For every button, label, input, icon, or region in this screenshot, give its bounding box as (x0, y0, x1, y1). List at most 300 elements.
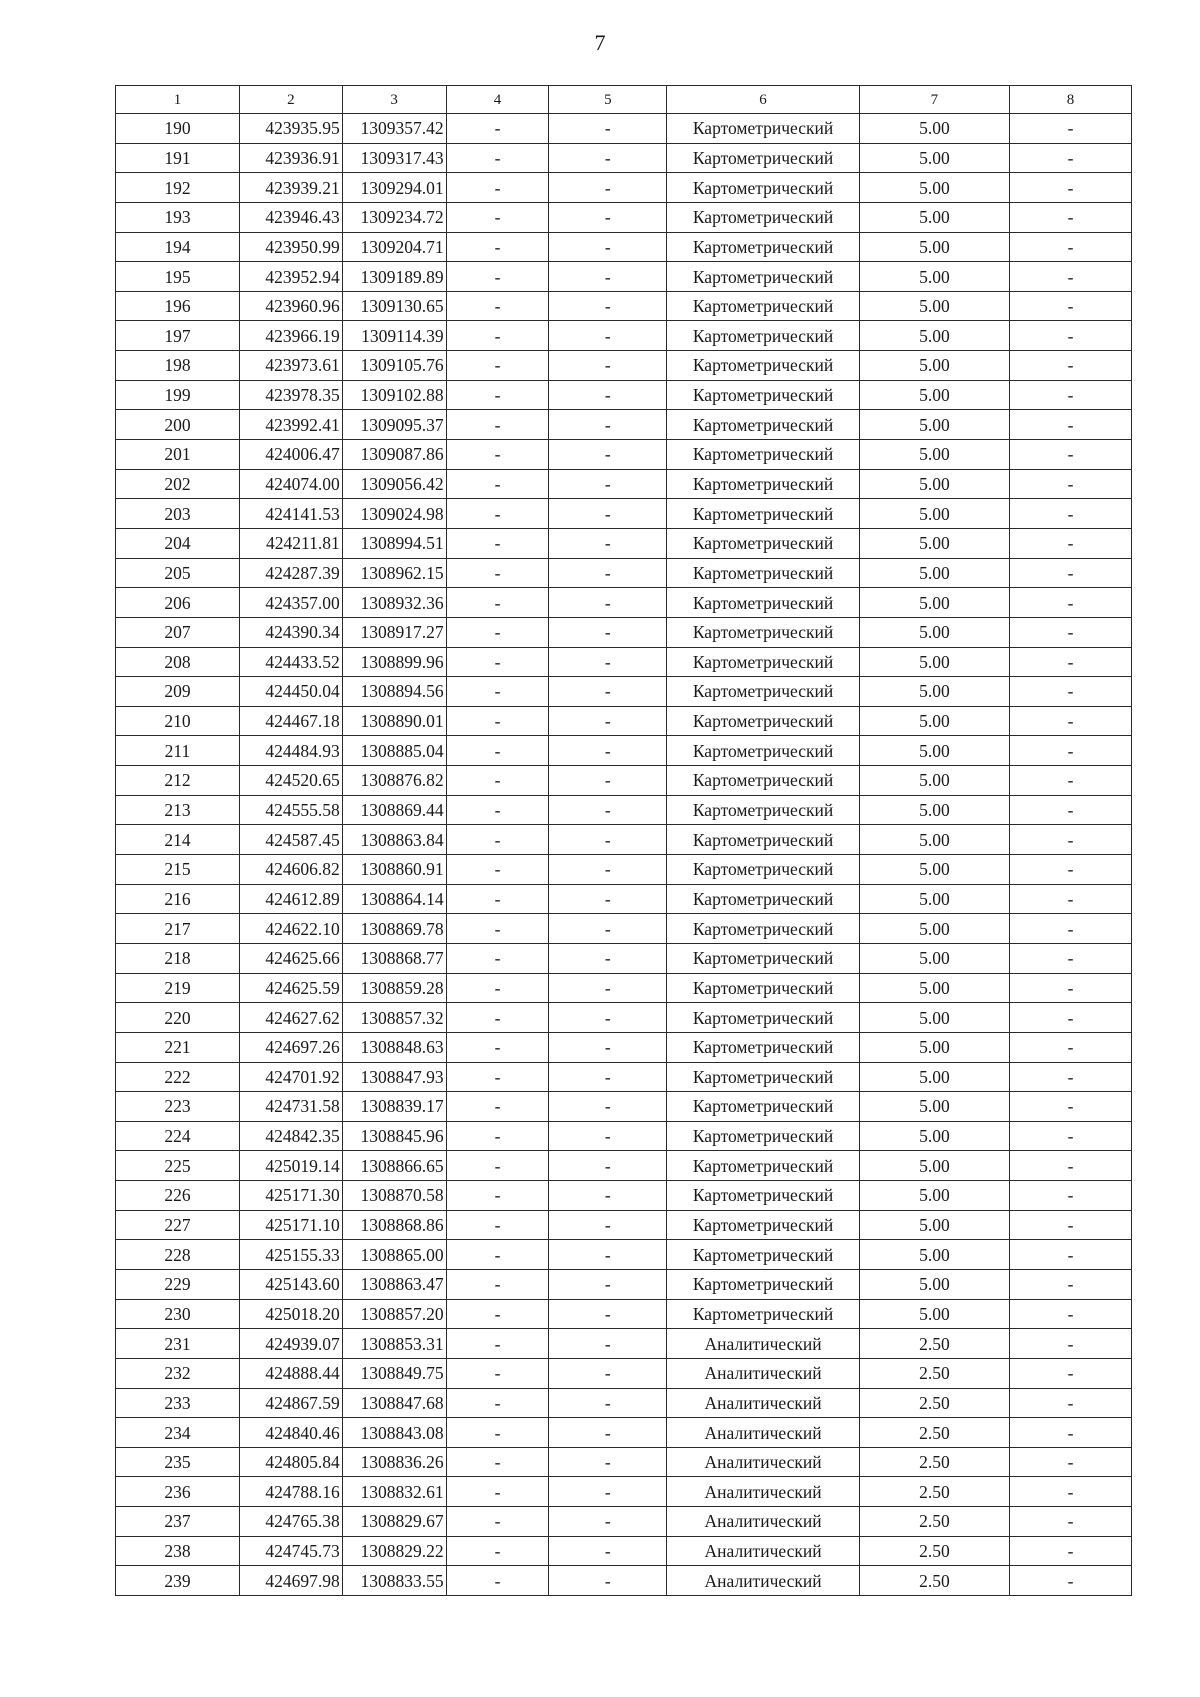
table-row (116, 1210, 1132, 1240)
table-row (116, 1240, 1132, 1270)
x-coordinate-cell: 424211.81 (239, 528, 342, 558)
col-5-value-cell: - (549, 558, 667, 588)
accuracy-cell: 5.00 (859, 143, 1009, 173)
table-row (116, 884, 1132, 914)
col-8-value-cell: - (1009, 1477, 1131, 1507)
method-cell: Картометрический (667, 1121, 860, 1151)
method-cell: Картометрический (667, 1151, 860, 1181)
table-row (116, 1477, 1132, 1507)
y-coordinate-cell: 1309204.71 (342, 232, 446, 262)
col-8-value-cell: - (1009, 558, 1131, 588)
y-coordinate-cell: 1308857.32 (342, 1003, 446, 1033)
method-cell: Картометрический (667, 914, 860, 944)
accuracy-cell: 5.00 (859, 232, 1009, 262)
point-number-cell: 190 (116, 114, 240, 144)
y-coordinate-cell: 1308845.96 (342, 1121, 446, 1151)
y-coordinate-cell: 1309189.89 (342, 262, 446, 292)
x-coordinate-cell: 425019.14 (239, 1151, 342, 1181)
col-8-value-cell: - (1009, 795, 1131, 825)
table-row (116, 855, 1132, 885)
point-number-cell: 236 (116, 1477, 240, 1507)
accuracy-cell: 2.50 (859, 1477, 1009, 1507)
point-number-cell: 218 (116, 943, 240, 973)
col-5-value-cell: - (549, 677, 667, 707)
col-5-value-cell: - (549, 1240, 667, 1270)
col-8-value-cell: - (1009, 173, 1131, 203)
col-4-value-cell: - (446, 1151, 549, 1181)
col-4-value-cell: - (446, 1181, 549, 1211)
x-coordinate-cell: 424433.52 (239, 647, 342, 677)
table-row (116, 825, 1132, 855)
col-8-value-cell: - (1009, 1032, 1131, 1062)
accuracy-cell: 5.00 (859, 795, 1009, 825)
y-coordinate-cell: 1309357.42 (342, 114, 446, 144)
col-5-value-cell: - (549, 795, 667, 825)
point-number-cell: 205 (116, 558, 240, 588)
col-8-value-cell: - (1009, 884, 1131, 914)
col-4-value-cell: - (446, 1003, 549, 1033)
col-4-value-cell: - (446, 1418, 549, 1448)
accuracy-cell: 5.00 (859, 528, 1009, 558)
point-number-cell: 198 (116, 351, 240, 381)
accuracy-cell: 5.00 (859, 173, 1009, 203)
method-cell: Картометрический (667, 1240, 860, 1270)
col-5-value-cell: - (549, 825, 667, 855)
col-4-value-cell: - (446, 291, 549, 321)
table-header-row (116, 86, 1132, 114)
table-row (116, 1181, 1132, 1211)
col-8-value-cell: - (1009, 588, 1131, 618)
col-4-value-cell: - (446, 973, 549, 1003)
method-cell: Картометрический (667, 440, 860, 470)
col-5-value-cell: - (549, 440, 667, 470)
col-5-value-cell: - (549, 617, 667, 647)
col-4-value-cell: - (446, 1121, 549, 1151)
method-cell: Аналитический (667, 1358, 860, 1388)
accuracy-cell: 2.50 (859, 1536, 1009, 1566)
table-row (116, 528, 1132, 558)
col-4-value-cell: - (446, 617, 549, 647)
method-cell: Картометрический (667, 884, 860, 914)
col-5-value-cell: - (549, 1269, 667, 1299)
accuracy-cell: 5.00 (859, 1151, 1009, 1181)
col-8-value-cell: - (1009, 410, 1131, 440)
accuracy-cell: 5.00 (859, 410, 1009, 440)
point-number-cell: 226 (116, 1181, 240, 1211)
accuracy-cell: 5.00 (859, 766, 1009, 796)
method-cell: Картометрический (667, 1181, 860, 1211)
col-8-value-cell: - (1009, 706, 1131, 736)
col-8-value-cell: - (1009, 677, 1131, 707)
col-4-value-cell: - (446, 1477, 549, 1507)
col-4-value-cell: - (446, 1240, 549, 1270)
table-row (116, 1418, 1132, 1448)
column-header-2: 2 (239, 86, 342, 114)
point-number-cell: 217 (116, 914, 240, 944)
col-5-value-cell: - (549, 202, 667, 232)
col-8-value-cell: - (1009, 202, 1131, 232)
method-cell: Картометрический (667, 706, 860, 736)
col-8-value-cell: - (1009, 291, 1131, 321)
y-coordinate-cell: 1308885.04 (342, 736, 446, 766)
col-8-value-cell: - (1009, 1358, 1131, 1388)
point-number-cell: 204 (116, 528, 240, 558)
y-coordinate-cell: 1308866.65 (342, 1151, 446, 1181)
col-4-value-cell: - (446, 736, 549, 766)
table-row (116, 736, 1132, 766)
point-number-cell: 221 (116, 1032, 240, 1062)
col-8-value-cell: - (1009, 380, 1131, 410)
table-row (116, 1299, 1132, 1329)
method-cell: Аналитический (667, 1447, 860, 1477)
table-row (116, 1062, 1132, 1092)
column-header-7: 7 (859, 86, 1009, 114)
y-coordinate-cell: 1309095.37 (342, 410, 446, 440)
point-number-cell: 235 (116, 1447, 240, 1477)
x-coordinate-cell: 424745.73 (239, 1536, 342, 1566)
table-row (116, 114, 1132, 144)
table-row (116, 1566, 1132, 1596)
accuracy-cell: 2.50 (859, 1358, 1009, 1388)
col-8-value-cell: - (1009, 1151, 1131, 1181)
col-5-value-cell: - (549, 291, 667, 321)
col-4-value-cell: - (446, 1447, 549, 1477)
table-row (116, 1269, 1132, 1299)
table-row (116, 291, 1132, 321)
x-coordinate-cell: 424467.18 (239, 706, 342, 736)
y-coordinate-cell: 1309056.42 (342, 469, 446, 499)
coordinates-table (115, 85, 1132, 1596)
col-5-value-cell: - (549, 766, 667, 796)
accuracy-cell: 5.00 (859, 1062, 1009, 1092)
x-coordinate-cell: 424939.07 (239, 1329, 342, 1359)
point-number-cell: 228 (116, 1240, 240, 1270)
col-4-value-cell: - (446, 380, 549, 410)
accuracy-cell: 5.00 (859, 588, 1009, 618)
accuracy-cell: 5.00 (859, 973, 1009, 1003)
method-cell: Аналитический (667, 1566, 860, 1596)
accuracy-cell: 5.00 (859, 291, 1009, 321)
col-4-value-cell: - (446, 1329, 549, 1359)
col-4-value-cell: - (446, 1507, 549, 1537)
x-coordinate-cell: 424731.58 (239, 1092, 342, 1122)
col-8-value-cell: - (1009, 351, 1131, 381)
method-cell: Картометрический (667, 1210, 860, 1240)
table-row (116, 766, 1132, 796)
col-5-value-cell: - (549, 173, 667, 203)
col-5-value-cell: - (549, 1210, 667, 1240)
col-8-value-cell: - (1009, 1269, 1131, 1299)
y-coordinate-cell: 1309087.86 (342, 440, 446, 470)
col-5-value-cell: - (549, 1062, 667, 1092)
accuracy-cell: 5.00 (859, 1269, 1009, 1299)
col-4-value-cell: - (446, 173, 549, 203)
x-coordinate-cell: 424697.26 (239, 1032, 342, 1062)
accuracy-cell: 5.00 (859, 1240, 1009, 1270)
accuracy-cell: 5.00 (859, 1032, 1009, 1062)
table-row (116, 558, 1132, 588)
y-coordinate-cell: 1308890.01 (342, 706, 446, 736)
col-4-value-cell: - (446, 1566, 549, 1596)
col-5-value-cell: - (549, 499, 667, 529)
table-row (116, 1507, 1132, 1537)
point-number-cell: 223 (116, 1092, 240, 1122)
accuracy-cell: 5.00 (859, 617, 1009, 647)
table-row (116, 943, 1132, 973)
x-coordinate-cell: 423946.43 (239, 202, 342, 232)
col-4-value-cell: - (446, 766, 549, 796)
col-8-value-cell: - (1009, 1566, 1131, 1596)
accuracy-cell: 5.00 (859, 202, 1009, 232)
accuracy-cell: 5.00 (859, 499, 1009, 529)
accuracy-cell: 5.00 (859, 884, 1009, 914)
col-5-value-cell: - (549, 1507, 667, 1537)
x-coordinate-cell: 424587.45 (239, 825, 342, 855)
y-coordinate-cell: 1308839.17 (342, 1092, 446, 1122)
x-coordinate-cell: 424842.35 (239, 1121, 342, 1151)
y-coordinate-cell: 1309114.39 (342, 321, 446, 351)
x-coordinate-cell: 424074.00 (239, 469, 342, 499)
col-5-value-cell: - (549, 114, 667, 144)
method-cell: Картометрический (667, 558, 860, 588)
col-5-value-cell: - (549, 232, 667, 262)
col-5-value-cell: - (549, 351, 667, 381)
y-coordinate-cell: 1308894.56 (342, 677, 446, 707)
x-coordinate-cell: 424701.92 (239, 1062, 342, 1092)
x-coordinate-cell: 424390.34 (239, 617, 342, 647)
col-4-value-cell: - (446, 943, 549, 973)
table-row (116, 232, 1132, 262)
col-5-value-cell: - (549, 1003, 667, 1033)
table-row (116, 469, 1132, 499)
accuracy-cell: 5.00 (859, 706, 1009, 736)
method-cell: Картометрический (667, 528, 860, 558)
table-row (116, 499, 1132, 529)
method-cell: Аналитический (667, 1507, 860, 1537)
y-coordinate-cell: 1308863.47 (342, 1269, 446, 1299)
y-coordinate-cell: 1308869.78 (342, 914, 446, 944)
x-coordinate-cell: 424625.66 (239, 943, 342, 973)
col-8-value-cell: - (1009, 855, 1131, 885)
y-coordinate-cell: 1308994.51 (342, 528, 446, 558)
point-number-cell: 222 (116, 1062, 240, 1092)
method-cell: Картометрический (667, 677, 860, 707)
method-cell: Картометрический (667, 143, 860, 173)
method-cell: Картометрический (667, 380, 860, 410)
col-4-value-cell: - (446, 914, 549, 944)
col-4-value-cell: - (446, 558, 549, 588)
table-row (116, 380, 1132, 410)
method-cell: Аналитический (667, 1388, 860, 1418)
x-coordinate-cell: 423935.95 (239, 114, 342, 144)
col-5-value-cell: - (549, 321, 667, 351)
y-coordinate-cell: 1308864.14 (342, 884, 446, 914)
point-number-cell: 231 (116, 1329, 240, 1359)
point-number-cell: 237 (116, 1507, 240, 1537)
x-coordinate-cell: 424606.82 (239, 855, 342, 885)
col-8-value-cell: - (1009, 825, 1131, 855)
table-row (116, 143, 1132, 173)
y-coordinate-cell: 1308833.55 (342, 1566, 446, 1596)
col-4-value-cell: - (446, 469, 549, 499)
col-5-value-cell: - (549, 1329, 667, 1359)
accuracy-cell: 5.00 (859, 943, 1009, 973)
y-coordinate-cell: 1308829.67 (342, 1507, 446, 1537)
col-5-value-cell: - (549, 1418, 667, 1448)
page-number: 7 (594, 30, 606, 55)
col-4-value-cell: - (446, 588, 549, 618)
y-coordinate-cell: 1308870.58 (342, 1181, 446, 1211)
col-4-value-cell: - (446, 321, 549, 351)
accuracy-cell: 5.00 (859, 321, 1009, 351)
col-5-value-cell: - (549, 1032, 667, 1062)
method-cell: Картометрический (667, 736, 860, 766)
method-cell: Картометрический (667, 469, 860, 499)
method-cell: Картометрический (667, 410, 860, 440)
col-4-value-cell: - (446, 1210, 549, 1240)
accuracy-cell: 5.00 (859, 855, 1009, 885)
x-coordinate-cell: 424484.93 (239, 736, 342, 766)
col-5-value-cell: - (549, 143, 667, 173)
accuracy-cell: 2.50 (859, 1329, 1009, 1359)
method-cell: Картометрический (667, 232, 860, 262)
col-5-value-cell: - (549, 884, 667, 914)
col-5-value-cell: - (549, 1477, 667, 1507)
x-coordinate-cell: 425155.33 (239, 1240, 342, 1270)
col-4-value-cell: - (446, 440, 549, 470)
table-row (116, 795, 1132, 825)
accuracy-cell: 5.00 (859, 380, 1009, 410)
y-coordinate-cell: 1308857.20 (342, 1299, 446, 1329)
accuracy-cell: 5.00 (859, 1003, 1009, 1033)
col-4-value-cell: - (446, 1358, 549, 1388)
x-coordinate-cell: 424450.04 (239, 677, 342, 707)
point-number-cell: 211 (116, 736, 240, 766)
table-row (116, 647, 1132, 677)
method-cell: Аналитический (667, 1536, 860, 1566)
col-8-value-cell: - (1009, 973, 1131, 1003)
accuracy-cell: 5.00 (859, 1092, 1009, 1122)
accuracy-cell: 5.00 (859, 114, 1009, 144)
accuracy-cell: 5.00 (859, 914, 1009, 944)
x-coordinate-cell: 423973.61 (239, 351, 342, 381)
col-8-value-cell: - (1009, 232, 1131, 262)
accuracy-cell: 5.00 (859, 262, 1009, 292)
column-header-4: 4 (446, 86, 549, 114)
y-coordinate-cell: 1308847.93 (342, 1062, 446, 1092)
point-number-cell: 208 (116, 647, 240, 677)
point-number-cell: 230 (116, 1299, 240, 1329)
x-coordinate-cell: 424765.38 (239, 1507, 342, 1537)
col-5-value-cell: - (549, 1299, 667, 1329)
point-number-cell: 201 (116, 440, 240, 470)
x-coordinate-cell: 424867.59 (239, 1388, 342, 1418)
table-row (116, 973, 1132, 1003)
point-number-cell: 206 (116, 588, 240, 618)
table-row (116, 1388, 1132, 1418)
table-row (116, 1092, 1132, 1122)
col-4-value-cell: - (446, 1299, 549, 1329)
col-8-value-cell: - (1009, 1329, 1131, 1359)
point-number-cell: 213 (116, 795, 240, 825)
method-cell: Картометрический (667, 855, 860, 885)
table-row (116, 588, 1132, 618)
y-coordinate-cell: 1308865.00 (342, 1240, 446, 1270)
point-number-cell: 215 (116, 855, 240, 885)
point-number-cell: 233 (116, 1388, 240, 1418)
y-coordinate-cell: 1309024.98 (342, 499, 446, 529)
col-5-value-cell: - (549, 1092, 667, 1122)
point-number-cell: 196 (116, 291, 240, 321)
x-coordinate-cell: 423992.41 (239, 410, 342, 440)
point-number-cell: 220 (116, 1003, 240, 1033)
col-5-value-cell: - (549, 1358, 667, 1388)
x-coordinate-cell: 424627.62 (239, 1003, 342, 1033)
point-number-cell: 239 (116, 1566, 240, 1596)
y-coordinate-cell: 1308860.91 (342, 855, 446, 885)
col-5-value-cell: - (549, 469, 667, 499)
table-row (116, 1032, 1132, 1062)
method-cell: Картометрический (667, 321, 860, 351)
method-cell: Картометрический (667, 202, 860, 232)
x-coordinate-cell: 424555.58 (239, 795, 342, 825)
point-number-cell: 194 (116, 232, 240, 262)
y-coordinate-cell: 1308853.31 (342, 1329, 446, 1359)
y-coordinate-cell: 1309294.01 (342, 173, 446, 203)
col-4-value-cell: - (446, 499, 549, 529)
x-coordinate-cell: 424357.00 (239, 588, 342, 618)
table-row (116, 617, 1132, 647)
col-4-value-cell: - (446, 1388, 549, 1418)
x-coordinate-cell: 424520.65 (239, 766, 342, 796)
y-coordinate-cell: 1308962.15 (342, 558, 446, 588)
column-header-5: 5 (549, 86, 667, 114)
col-8-value-cell: - (1009, 1210, 1131, 1240)
col-8-value-cell: - (1009, 499, 1131, 529)
accuracy-cell: 2.50 (859, 1388, 1009, 1418)
method-cell: Аналитический (667, 1477, 860, 1507)
col-4-value-cell: - (446, 1092, 549, 1122)
method-cell: Картометрический (667, 1092, 860, 1122)
col-8-value-cell: - (1009, 1062, 1131, 1092)
column-header-3: 3 (342, 86, 446, 114)
y-coordinate-cell: 1308863.84 (342, 825, 446, 855)
table-row (116, 1121, 1132, 1151)
y-coordinate-cell: 1308869.44 (342, 795, 446, 825)
point-number-cell: 193 (116, 202, 240, 232)
method-cell: Картометрический (667, 291, 860, 321)
col-8-value-cell: - (1009, 262, 1131, 292)
table-row (116, 677, 1132, 707)
column-header-6: 6 (667, 86, 860, 114)
col-5-value-cell: - (549, 588, 667, 618)
col-5-value-cell: - (549, 1388, 667, 1418)
x-coordinate-cell: 424287.39 (239, 558, 342, 588)
accuracy-cell: 5.00 (859, 1210, 1009, 1240)
col-5-value-cell: - (549, 943, 667, 973)
method-cell: Аналитический (667, 1329, 860, 1359)
col-8-value-cell: - (1009, 647, 1131, 677)
col-8-value-cell: - (1009, 1240, 1131, 1270)
y-coordinate-cell: 1309102.88 (342, 380, 446, 410)
column-header-1: 1 (116, 86, 240, 114)
method-cell: Картометрический (667, 114, 860, 144)
point-number-cell: 195 (116, 262, 240, 292)
accuracy-cell: 2.50 (859, 1566, 1009, 1596)
method-cell: Картометрический (667, 647, 860, 677)
x-coordinate-cell: 423978.35 (239, 380, 342, 410)
y-coordinate-cell: 1308847.68 (342, 1388, 446, 1418)
